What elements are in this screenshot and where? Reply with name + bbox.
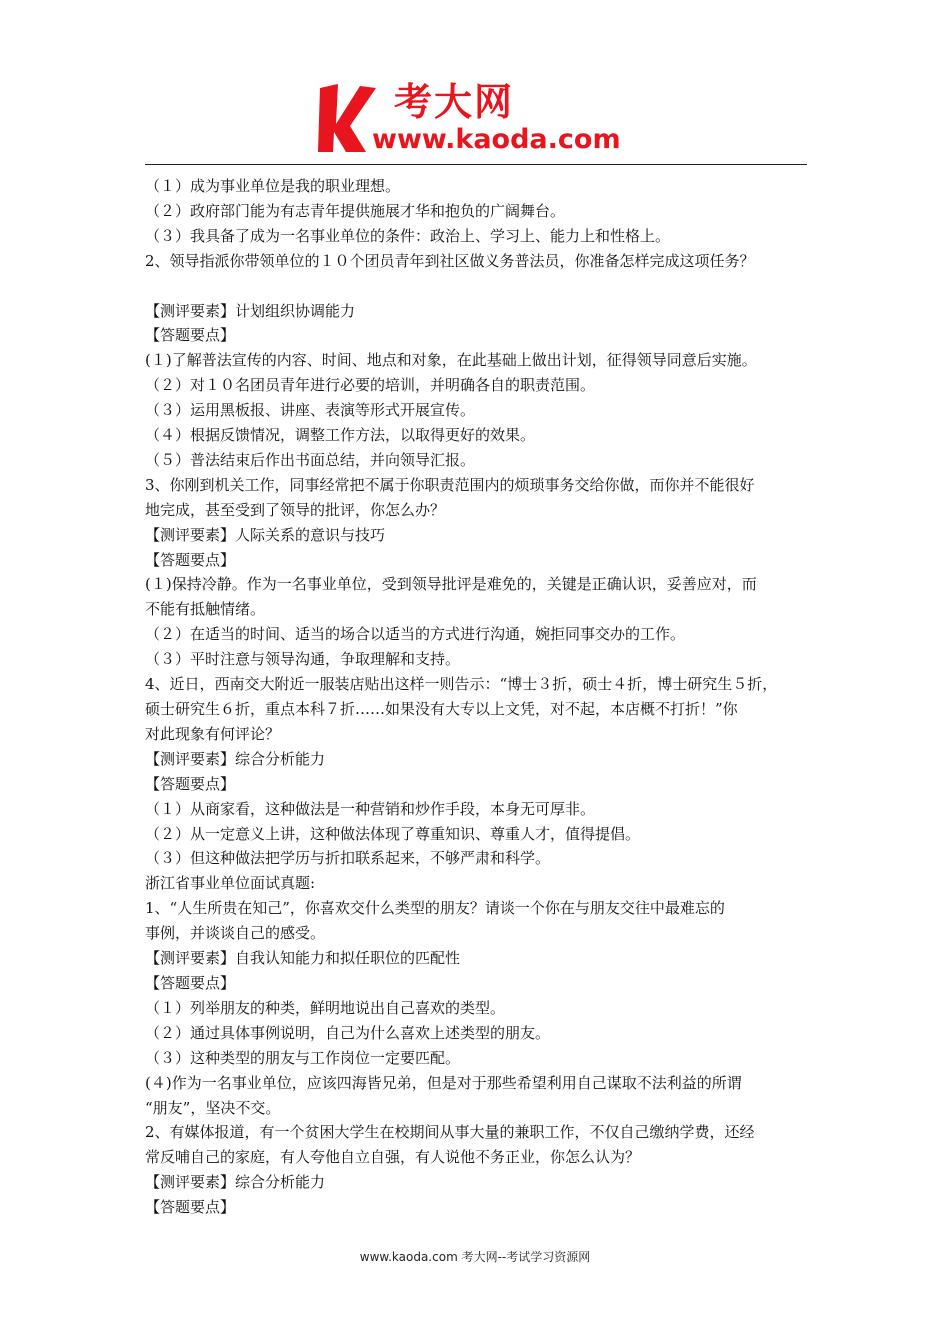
text-line: 2、有媒体报道，有一个贫困大学生在校期间从事大量的兼职工作，不仅自己缴纳学费，还经: [145, 1123, 755, 1142]
text-line: 【测评要素】综合分析能力: [145, 1173, 326, 1192]
text-line: 浙江省事业单位面试真题:: [145, 874, 316, 893]
text-line: 【答题要点】: [145, 550, 236, 569]
text-line: “朋友”，坚决不交。: [145, 1098, 281, 1117]
text-line: （１）成为事业单位是我的职业理想。: [145, 177, 401, 195]
text-line: 【答题要点】: [145, 774, 236, 793]
text-line: 【答题要点】: [145, 326, 236, 345]
text-line: 2、领导指派你带领单位的１０个团员青年到社区做义务普法员，你准备怎样完成这项任务？: [145, 251, 755, 270]
text-line: 【测评要素】自我认知能力和拟任职位的匹配性: [145, 949, 461, 968]
text-line: （４）根据反馈情况，调整工作方法，以取得更好的效果。: [145, 426, 536, 445]
text-line: 【答题要点】: [145, 1198, 236, 1217]
text-line: 4、近日，西南交大附近一服装店贴出这样一则告示：“博士３折，硕士４折，博士研究生５折，: [145, 675, 778, 694]
text-line: 【答题要点】: [145, 973, 236, 992]
text-line: （３）我具备了成为一名事业单位的条件：政治上、学习上、能力上和性格上。: [145, 226, 671, 245]
text-line: （１）从商家看，这种做法是一种营销和炒作手段，本身无可厚非。: [145, 799, 596, 818]
text-line: （２）对１０名团员青年进行必要的培训，并明确各自的职责范围。: [145, 376, 596, 395]
text-line: 事例，并谈谈自己的感受。: [145, 924, 326, 943]
kaoda-logo: [316, 80, 646, 160]
text-line: （３）运用黑板报、讲座、表演等形式开展宣传。: [145, 401, 476, 420]
text-line: （２）通过具体事例说明，自己为什么喜欢上述类型的朋友。: [145, 1023, 551, 1042]
text-line: 1、“人生所贵在知己”，你喜欢交什么类型的朋友？请谈一个你在与朋友交往中最难忘的: [145, 899, 725, 918]
text-line: （２）从一定意义上讲，这种做法体现了尊重知识、尊重人才，值得提倡。: [145, 824, 641, 843]
logo-name: 考大网: [394, 80, 515, 124]
k-logo-icon: [316, 80, 378, 155]
text-line: (４)作为一名事业单位，应该四海皆兄弟，但是对于那些希望利用自己谋取不法利益的所谓: [145, 1073, 742, 1092]
text-line: 【测评要素】人际关系的意识与技巧: [145, 525, 386, 544]
header-divider: [145, 164, 807, 165]
text-line: （３）这种类型的朋友与工作岗位一定要匹配。: [145, 1048, 461, 1067]
text-line: (１)保持冷静。作为一名事业单位，受到领导批评是难免的，关键是正确认识，妥善应对，而: [145, 575, 757, 594]
text-line: 对此现象有何评论？: [145, 724, 281, 743]
text-line: （３）平时注意与领导沟通，争取理解和支持。: [145, 650, 461, 669]
logo-url: www.kaoda.com: [372, 124, 621, 155]
text-line: 【测评要素】综合分析能力: [145, 749, 326, 768]
document-body: [145, 174, 810, 1220]
page-header: [0, 0, 950, 168]
page-footer: www.kaoda.com 考大网--考试学习资源网: [359, 1250, 591, 1264]
text-line: （３）但这种做法把学历与折扣联系起来，不够严肃和科学。: [145, 849, 551, 868]
text-line: 不能有抵触情绪。: [145, 600, 266, 619]
text-line: [145, 274, 810, 299]
text-line: （２）在适当的时间、适当的场合以适当的方式进行沟通，婉拒同事交办的工作。: [145, 625, 686, 644]
text-line: （５）普法结束后作出书面总结，并向领导汇报。: [145, 450, 476, 469]
text-line: 常反哺自己的家庭，有人夸他自立自强，有人说他不务正业，你怎么认为？: [145, 1148, 641, 1167]
text-line: 硕士研究生６折，重点本科７折……如果没有大专以上文凭，对不起，本店概不打折！”你: [145, 700, 738, 719]
text-line: （１）列举朋友的种类，鲜明地说出自己喜欢的类型。: [145, 998, 506, 1017]
text-line: 【测评要素】计划组织协调能力: [145, 301, 356, 320]
text-line: 地完成，甚至受到了领导的批评，你怎么办？: [145, 500, 446, 519]
text-line: 3、你刚到机关工作，同事经常把不属于你职责范围内的烦琐事务交给你做，而你并不能很好: [145, 475, 755, 494]
text-line: (１)了解普法宣传的内容、时间、地点和对象，在此基础上做出计划，征得领导同意后实施。: [145, 351, 757, 370]
text-line: （２）政府部门能为有志青年提供施展才华和抱负的广阔舞台。: [145, 201, 566, 220]
